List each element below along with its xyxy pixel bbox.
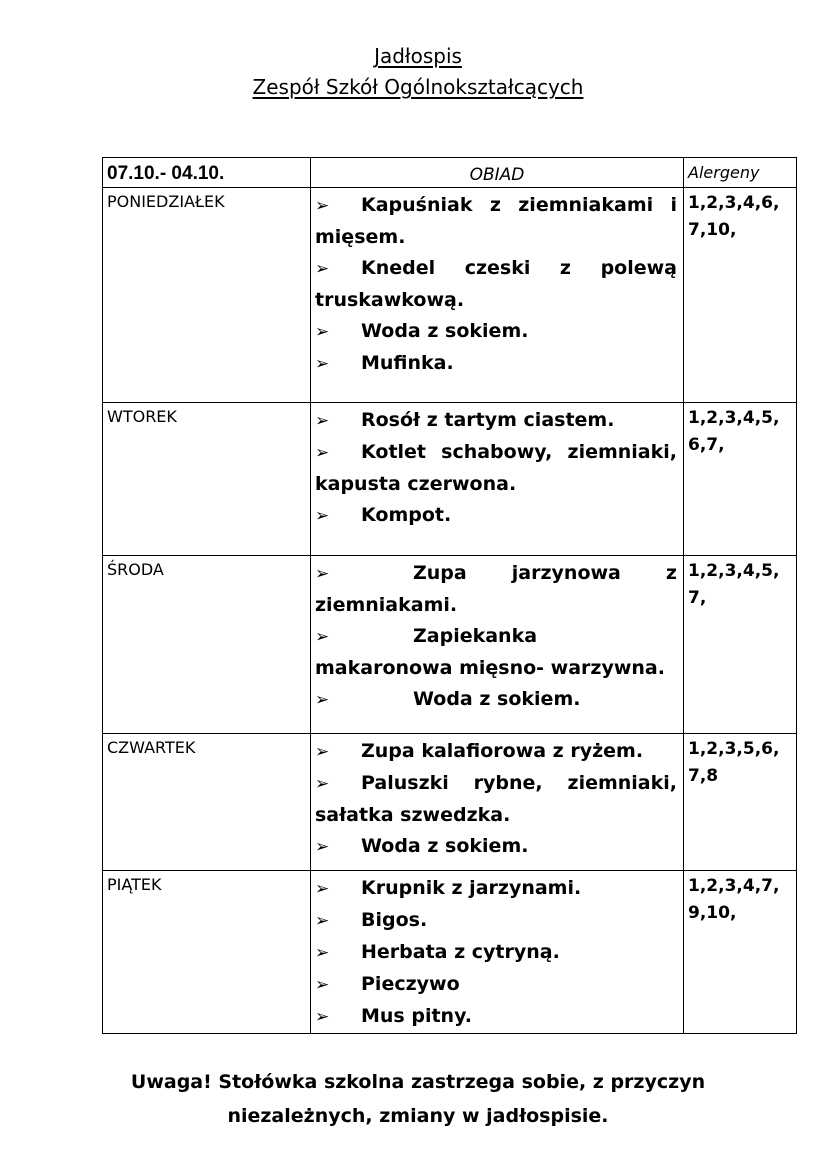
dish-item: ➢ Zupa jarzynowa z ziemniakami. [315, 558, 677, 621]
header-allergens-cell [684, 158, 797, 188]
table-row [103, 556, 797, 734]
arrow-bullet-icon: ➢ [315, 354, 330, 374]
dish-item: ➢ Woda z sokiem. [315, 684, 677, 716]
arrow-bullet-icon: ➢ [315, 322, 330, 342]
arrow-bullet-icon: ➢ [315, 742, 330, 762]
day-name: PONIEDZIAŁEK [107, 192, 225, 211]
table-row [103, 188, 797, 403]
dish-list [311, 188, 683, 380]
day-name: PIĄTEK [107, 875, 162, 894]
arrow-bullet-icon: ➢ [315, 506, 330, 526]
arrow-bullet-icon: ➢ [315, 196, 330, 216]
table-row [103, 734, 797, 871]
table-row [103, 403, 797, 556]
arrow-bullet-icon: ➢ [315, 943, 330, 963]
dish-item: ➢ Woda z sokiem. [315, 316, 677, 348]
dish-item: ➢ Mufinka. [315, 348, 677, 380]
dish-item: ➢ Knedel czeski z polewą truskawkową. [315, 253, 677, 316]
arrow-bullet-icon: ➢ [315, 774, 330, 794]
allergens-list: 1,2,3,4,6, 7,10, [688, 193, 780, 240]
dish-item: ➢ Kompot. [315, 500, 677, 532]
day-name: WTOREK [107, 407, 177, 426]
dish-item: ➢ Woda z sokiem. [315, 831, 677, 863]
table-row [103, 871, 797, 1034]
header-meal: OBIAD [469, 165, 525, 185]
dish-item: ➢ Mus pitny. [315, 1001, 677, 1033]
arrow-bullet-icon: ➢ [315, 627, 330, 647]
dish-item: ➢ Kapuśniak z ziemniakami i mięsem. [315, 190, 677, 253]
allergens-list: 1,2,3,4,5, 6,7, [688, 408, 780, 455]
dish-item: ➢ Bigos. [315, 905, 677, 937]
dish-list [311, 871, 683, 1033]
arrow-bullet-icon: ➢ [315, 879, 330, 899]
arrow-bullet-icon: ➢ [315, 837, 330, 857]
dish-item: ➢ Paluszki rybne, ziemniaki, sałatka szwedzka. [315, 768, 677, 831]
arrow-bullet-icon: ➢ [315, 443, 330, 463]
allergens-list: 1,2,3,5,6, 7,8 [688, 739, 780, 786]
notice-line-1: Uwaga! Stołówka szkolna zastrzega sobie, z przyczyn [130, 1071, 706, 1093]
date-range: 07.10.- 04.10. [107, 163, 225, 184]
dish-list [311, 403, 683, 532]
notice-line-2: niezależnych, zmiany w jadłospisie. [227, 1105, 609, 1127]
header-allergens: Alergeny [688, 163, 760, 182]
header-row [103, 158, 797, 188]
dish-item: ➢ Zupa kalafiorowa z ryżem. [315, 736, 677, 768]
page-subtitle: Zespół Szkół Ogólnokształcących [252, 75, 584, 99]
arrow-bullet-icon: ➢ [315, 911, 330, 931]
dish-item: ➢ Herbata z cytryną. [315, 937, 677, 969]
arrow-bullet-icon: ➢ [315, 564, 330, 584]
header-meal-cell [311, 158, 684, 188]
dish-item: ➢ Zapiekanka makaronowa mięsno- warzywna. [315, 621, 677, 684]
arrow-bullet-icon: ➢ [315, 411, 330, 431]
day-name: CZWARTEK [107, 738, 196, 757]
dish-item: ➢ Pieczywo [315, 969, 677, 1001]
dish-list [311, 734, 683, 863]
allergens-list: 1,2,3,4,7, 9,10, [688, 876, 780, 923]
dish-item: ➢ Krupnik z jarzynami. [315, 873, 677, 905]
day-name: ŚRODA [107, 560, 164, 579]
allergens-list: 1,2,3,4,5, 7, [688, 561, 780, 608]
menu-table [102, 157, 797, 1034]
arrow-bullet-icon: ➢ [315, 259, 330, 279]
page-title: Jadłospis [374, 44, 462, 68]
arrow-bullet-icon: ➢ [315, 1007, 330, 1027]
dish-list [311, 556, 683, 716]
dish-item: ➢ Kotlet schabowy, ziemniaki, kapusta czerwona. [315, 437, 677, 500]
header-date-range-cell [103, 158, 311, 188]
dish-item: ➢ Rosół z tartym ciastem. [315, 405, 677, 437]
arrow-bullet-icon: ➢ [315, 975, 330, 995]
arrow-bullet-icon: ➢ [315, 690, 330, 710]
